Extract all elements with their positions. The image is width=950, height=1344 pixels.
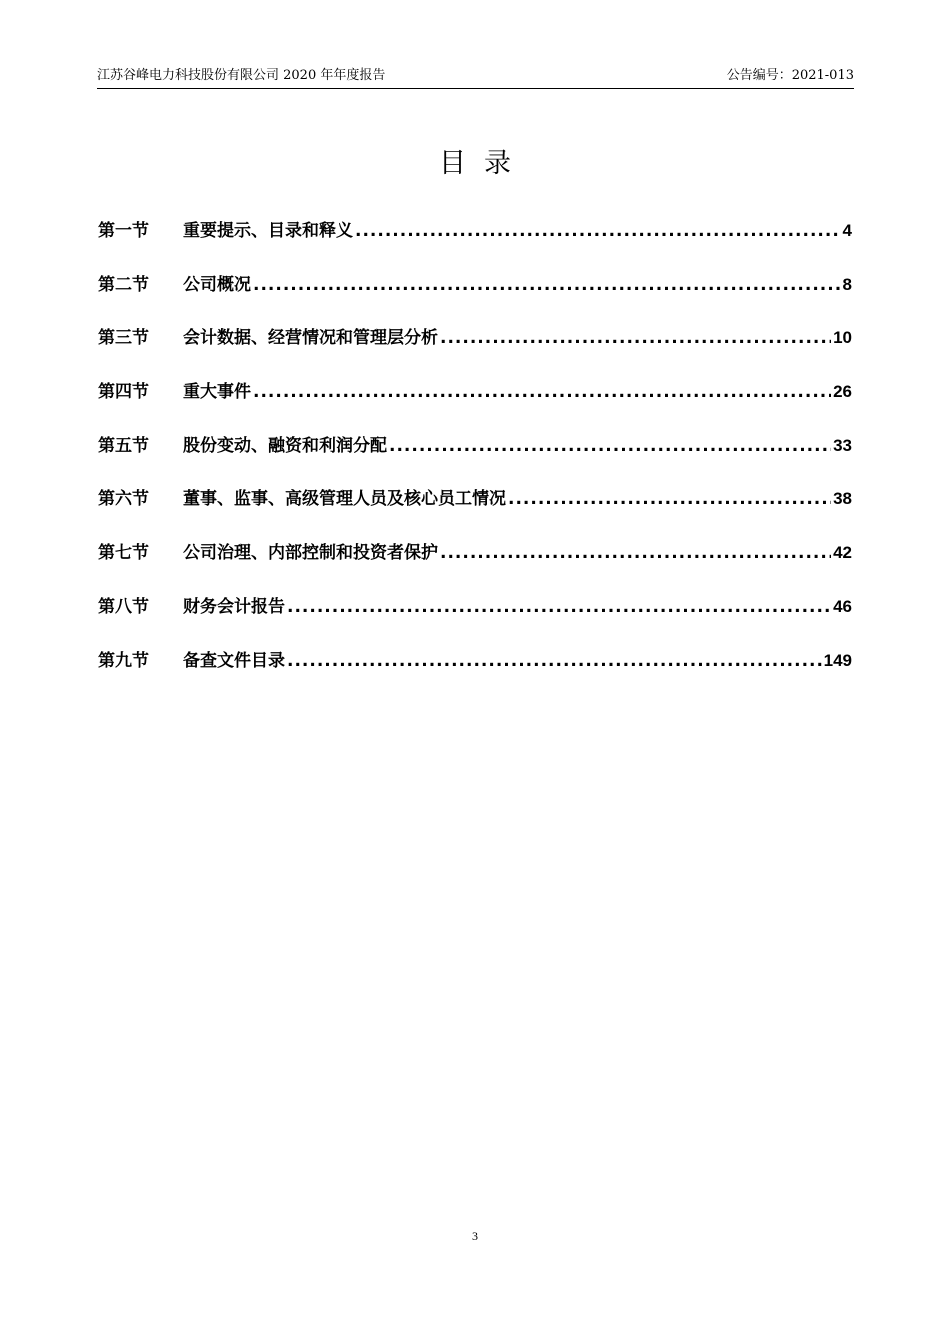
header-company-report: 江苏谷峰电力科技股份有限公司 2020 年年度报告 (97, 68, 386, 83)
toc-page-number: 33 (833, 435, 852, 455)
toc-page-number: 42 (833, 543, 852, 563)
toc-section-number: 第四节 (98, 382, 149, 403)
toc-page-number: 4 (842, 221, 852, 240)
toc-dot-leader (287, 593, 831, 621)
toc-item-section-2[interactable] (98, 271, 852, 325)
page-footer-number: 3 (472, 1229, 478, 1243)
toc-section-title: 重大事件 (183, 382, 251, 403)
toc-section-number: 第六节 (98, 489, 149, 510)
toc-page-number: 8 (842, 274, 852, 294)
toc-dot-leader (508, 485, 831, 513)
header-announcement-number: 公告编号：2021-013 (726, 68, 854, 83)
toc-item-section-7[interactable] (98, 539, 852, 593)
toc-item-section-3[interactable] (98, 324, 852, 378)
toc-dot-leader (440, 324, 831, 352)
toc-dot-leader (440, 539, 831, 567)
toc-page-number: 38 (833, 489, 852, 509)
toc-section-number: 第二节 (98, 274, 149, 295)
toc-section-title: 备查文件目录 (183, 650, 285, 671)
toc-section-title: 会计数据、经营情况和管理层分析 (183, 328, 438, 349)
toc-section-title: 财务会计报告 (183, 596, 285, 617)
toc-dot-leader (355, 217, 841, 245)
toc-section-number: 第八节 (98, 596, 149, 617)
toc-page-number: 149 (823, 650, 852, 670)
toc-item-section-4[interactable] (98, 378, 852, 432)
toc-section-title: 公司治理、内部控制和投资者保护 (183, 543, 438, 564)
page-title: 目录 (439, 148, 529, 179)
toc-dot-leader (253, 378, 831, 406)
toc-section-title: 公司概况 (183, 274, 251, 295)
toc-section-number: 第三节 (98, 328, 149, 349)
toc-page-number: 10 (833, 328, 852, 348)
toc-section-number: 第九节 (98, 650, 149, 671)
toc-dot-leader (253, 271, 841, 299)
toc-page-number: 26 (833, 382, 852, 402)
toc-item-section-9[interactable] (98, 647, 852, 701)
toc-section-title: 重要提示、目录和释义 (183, 221, 353, 241)
toc-item-section-5[interactable] (98, 432, 852, 486)
toc-section-number: 第五节 (98, 435, 149, 456)
toc-section-number: 第一节 (98, 221, 149, 241)
page-header (97, 66, 854, 89)
toc-item-section-6[interactable] (98, 485, 852, 539)
toc-dot-leader (287, 647, 822, 675)
toc-page-number: 46 (833, 596, 852, 616)
toc-section-number: 第七节 (98, 543, 149, 564)
table-of-contents (98, 217, 852, 700)
toc-dot-leader (389, 432, 831, 460)
toc-section-title: 董事、监事、高级管理人员及核心员工情况 (183, 489, 506, 510)
toc-item-section-1[interactable] (98, 217, 852, 271)
toc-section-title: 股份变动、融资和利润分配 (183, 435, 387, 456)
toc-item-section-8[interactable] (98, 593, 852, 647)
